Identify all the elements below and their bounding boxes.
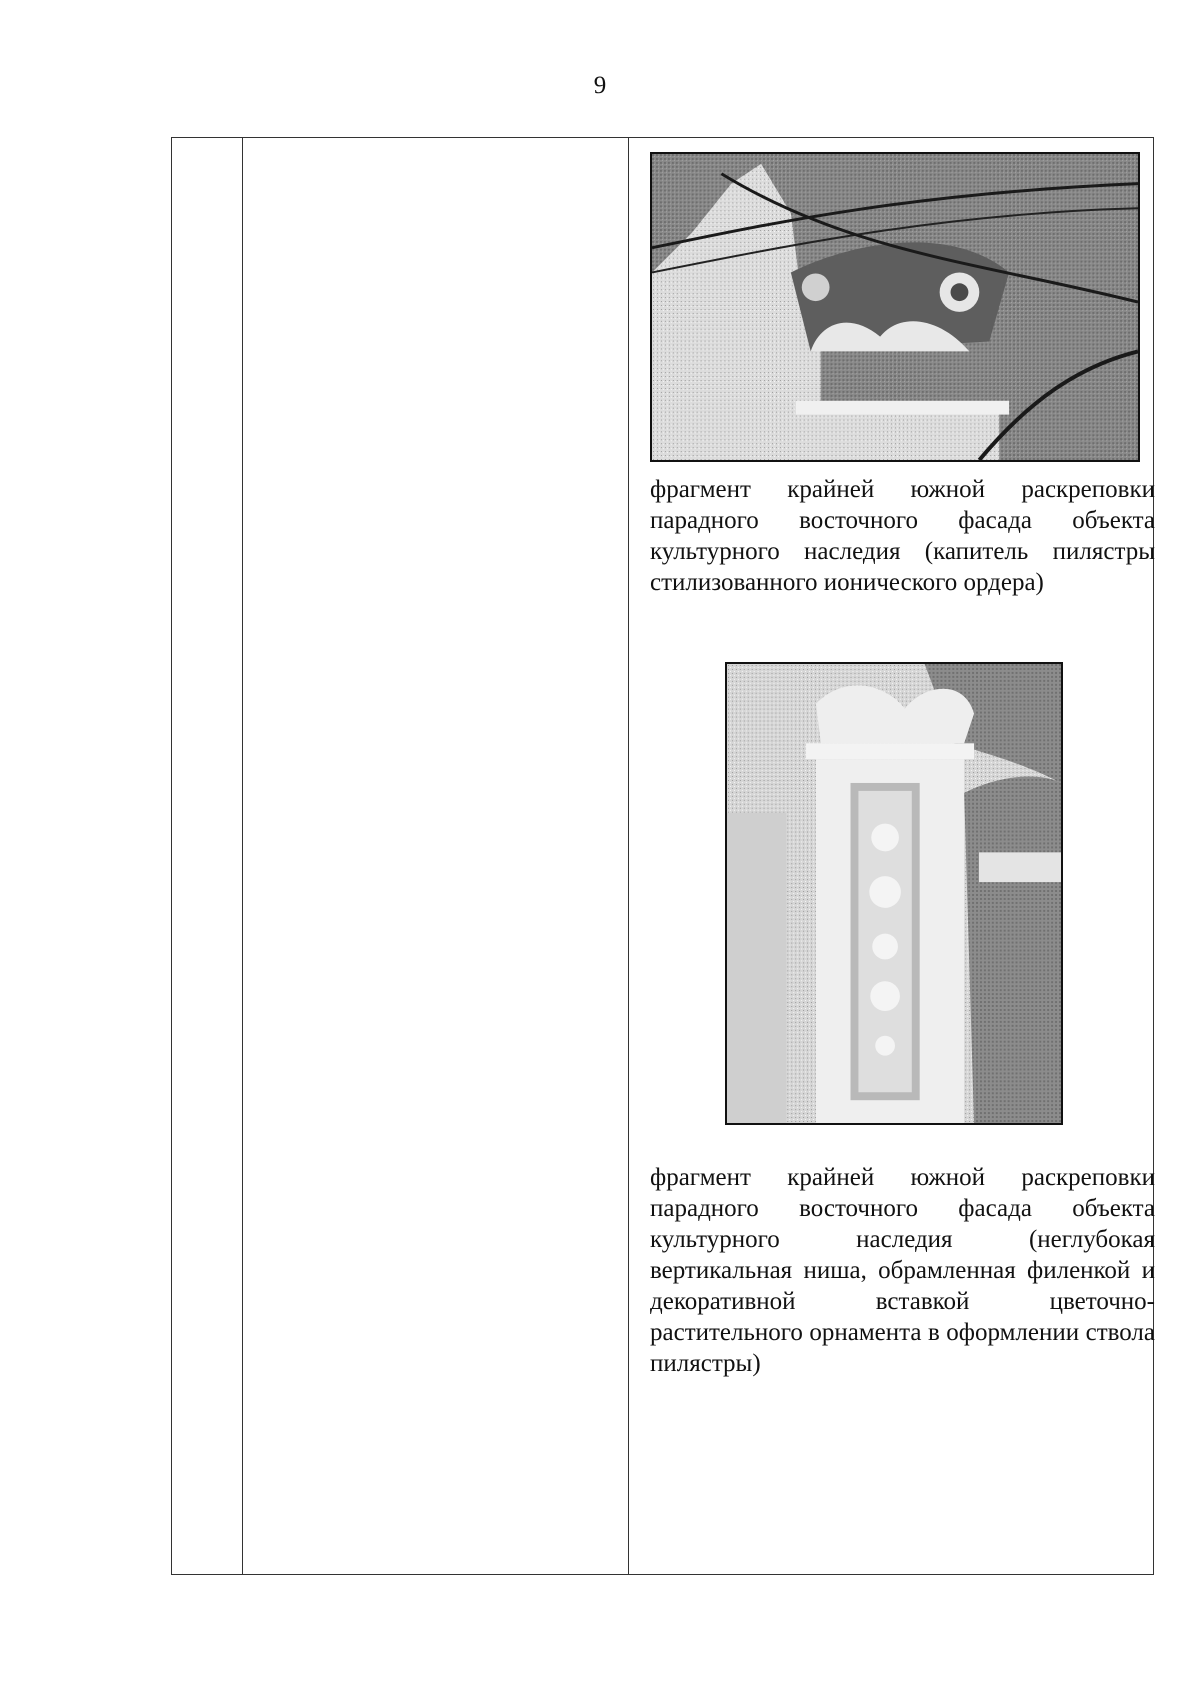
photo-pilaster-niche [725,662,1063,1125]
photo-pilaster-capital-image [652,154,1138,460]
photo-cell [630,138,1153,1574]
page-number: 9 [593,72,607,99]
photo-pilaster-niche-image [727,664,1061,1123]
column-divider-2 [628,138,629,1574]
document-table [171,137,1154,1575]
photo-caption-1: фрагмент крайней южной раскреповки парадного восточного фасада объекта культурного наследия (капитель пилястры стилизованного ионического ордера) [650,476,1155,596]
column-divider-1 [242,138,243,1574]
photo-pilaster-capital [650,152,1140,462]
photo-caption-2: фрагмент крайней южной раскреповки парадного восточного фасада объекта культурного наследия (неглубокая вертикальная ниша, обрамленная филенкой и декоративной вставкой цветочно-растительного орнамента в оформлении ствола пилястры) [650,1164,1155,1377]
